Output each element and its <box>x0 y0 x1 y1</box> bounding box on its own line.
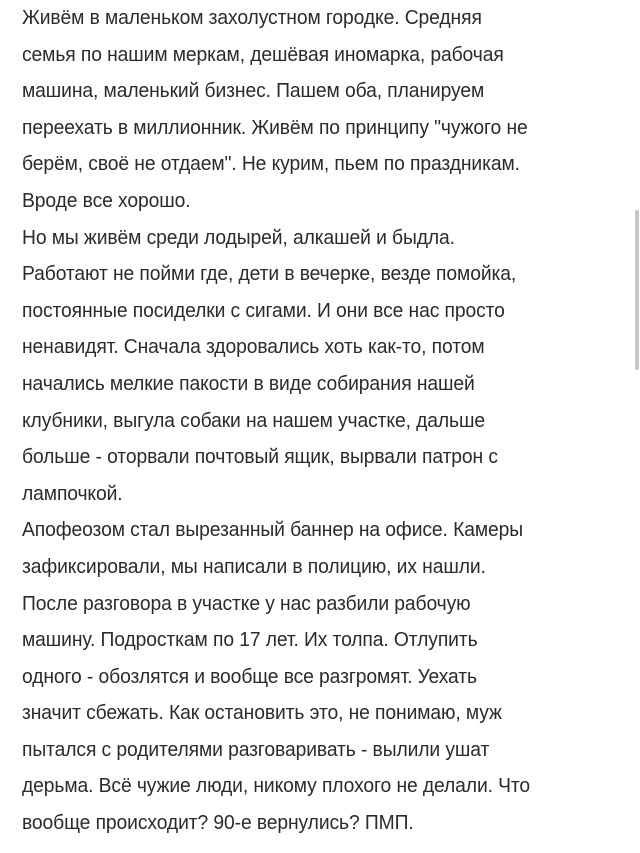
scrollbar-thumb[interactable] <box>635 210 639 370</box>
post-line: Живём в маленьком захолустном городке. Средняя <box>22 7 482 29</box>
post-line: одного - обозлятся и вообще все разгромят. Уехать <box>22 665 477 688</box>
scrollbar[interactable] <box>634 0 640 853</box>
post-line: вообще происходит? 90-е вернулись? ПМП. <box>22 812 414 835</box>
post-line: переехать в миллионник. Живём по принципу "чужого не <box>22 116 528 139</box>
post-line: берём, своё не отдаем". Не курим, пьем по праздникам. <box>22 153 520 176</box>
post-line: Но мы живём среди лодырей, алкашей и быдла. <box>22 226 455 249</box>
post-line: машина, маленький бизнес. Пашем оба, планируем <box>22 80 485 103</box>
post-line: зафиксировали, мы написали в полицию, их нашли. <box>22 555 486 578</box>
post-line: Апофеозом стал вырезанный баннер на офисе. Камеры <box>22 519 524 542</box>
post-line: пытался с родителями разговаривать - вылили ушат <box>22 738 490 761</box>
post-line: машину. Подросткам по 17 лет. Их толпа. Отлупить <box>22 629 478 652</box>
post-line: Работают не пойми где, дети в вечерке, везде помойка, <box>22 263 517 286</box>
post-line: дерьма. Всё чужие люди, никому плохого не делали. Что <box>22 775 531 798</box>
post-line: значит сбежать. Как остановить это, не понимаю, муж <box>22 702 502 725</box>
post-line: После разговора в участке у нас разбили рабочую <box>22 592 471 615</box>
post-line: постоянные посиделки с сигами. И они все нас просто <box>22 299 505 322</box>
post-line: клубники, выгула собаки на нашем участке, дальше <box>22 409 485 432</box>
post-line: ненавидят. Сначала здоровались хоть как-то, потом <box>22 336 485 359</box>
post-line: семья по нашим меркам, дешёвая иномарка, рабочая <box>22 43 504 66</box>
post-text <box>22 0 585 842</box>
post-line: больше - оторвали почтовый ящик, вырвали патрон с <box>22 446 498 469</box>
post-line: начались мелкие пакости в виде собирания нашей <box>22 372 475 395</box>
post-line: лампочкой. <box>22 482 123 505</box>
post-line: Вроде все хорошо. <box>22 189 191 212</box>
